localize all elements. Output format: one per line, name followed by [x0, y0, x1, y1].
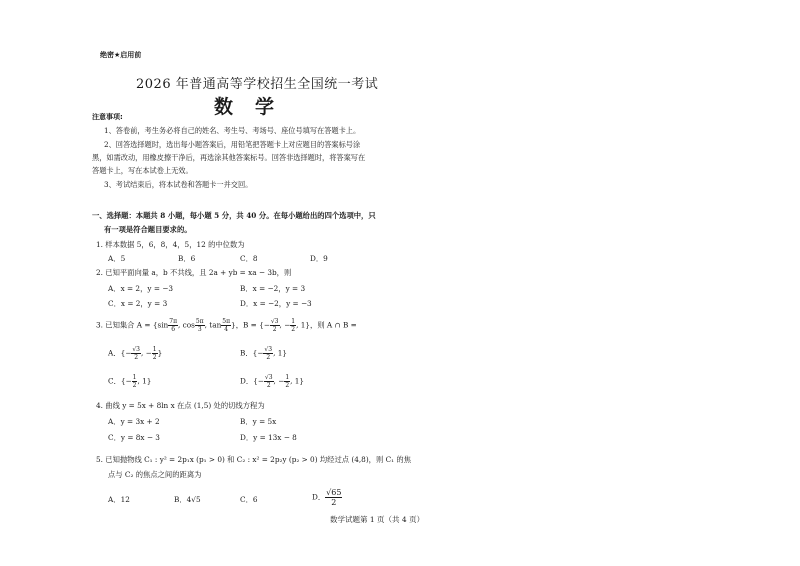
subject-title: 数学: [214, 96, 297, 118]
question-2-option-b: B．x = −2，y = 3: [240, 284, 306, 293]
exam-title: 2026 年普通高等学校招生全国统一考试: [136, 77, 379, 92]
page-footer: 数学试题第 1 页（共 4 页）: [330, 515, 425, 524]
question-4-stem: 4. 曲线 y = 5x + 8ln x 在点 (1,5) 处的切线方程为: [96, 401, 265, 410]
question-5-stem-cont: 点与 C₂ 的焦点之间的距离为: [108, 470, 202, 479]
note-item: 答题卡上，写在本试卷上无效。: [92, 166, 193, 175]
question-2-stem: 2. 已知平面向量 a，b 不共线，且 2a + yb = xa − 3b，则: [96, 268, 292, 277]
question-2-option-a: A．x = 2，y = −3: [108, 284, 174, 293]
question-4-option-a: A．y = 3x + 2: [108, 417, 160, 426]
note-item: 1、答卷前，考生务必将自己的姓名、考生号、考场号、座位号填写在答题卡上。: [104, 126, 361, 135]
question-1-option-c: C．8: [240, 254, 258, 263]
question-1-stem: 1. 样本数据 5，6，8，4，5，12 的中位数为: [96, 240, 245, 249]
question-3-option-d: D．{− $\frac{√3}{2}$ , − $\frac{1}{2}$ , 1}: [240, 374, 305, 389]
question-4-option-b: B．y = 5x: [240, 417, 277, 426]
section-title-cont: 有一项是符合题目要求的。: [104, 225, 192, 234]
question-3-option-a: A．{− $\frac{√3}{2}$ , − $\frac{1}{2}$ }: [108, 346, 163, 361]
question-4-option-d: D．y = 13x − 8: [240, 433, 297, 442]
question-2-option-d: D．x = −2，y = −3: [240, 299, 312, 308]
note-item: 黑，如需改动，用橡皮擦干净后，再选涂其他答案标号。回答非选择题时，将答案写在: [92, 153, 366, 162]
question-1-option-a: A．5: [108, 254, 126, 263]
note-item: 3、考试结束后，将本试卷和答题卡一并交回。: [104, 180, 253, 189]
note-item: 2、回答选择题时，选出每小题答案后，用铅笔把答题卡上对应题目的答案标号涂: [104, 140, 361, 149]
question-1-option-b: B．6: [178, 254, 196, 263]
secret-mark: 绝密★启用前: [100, 51, 142, 59]
question-5-option-a: A．12: [108, 495, 130, 504]
question-2-option-c: C．x = 2，y = 3: [108, 299, 168, 308]
question-3-option-b: B．{− $\frac{√3}{2}$ , 1}: [240, 346, 287, 361]
question-5-option-b: B．4√5: [174, 495, 201, 504]
question-3-stem: 3. 已知集合 A = {sin $\frac{7\pi}{6}$ , cos $\frac{5\pi}{3}$ , tan $\frac{5\pi}{4}$ }，B = {− $\frac{√3}{2}$ , − $\frac{1}{2}$ , 1}，则 A ∩ B =: [96, 318, 357, 333]
question-5-option-c: C．6: [240, 495, 258, 504]
question-4-option-c: C．y = 8x − 3: [108, 433, 160, 442]
section-title: 一、选择题：本题共 8 小题，每小题 5 分，共 40 分。在每小题给出的四个选项中，只: [92, 211, 376, 220]
notes-heading: 注意事项:: [92, 113, 123, 121]
question-5-stem: 5. 已知抛物线 C₁ : y² = 2p₁x (p₁ > 0) 和 C₂ : x² = 2p₂y (p₂ > 0) 均经过点 (4,8)，则 C₁ 的焦: [96, 455, 412, 464]
question-5-option-d: D． $\frac{√65}{2}$: [312, 488, 342, 507]
question-3-option-c: C．{− $\frac{1}{2}$ , 1}: [108, 374, 152, 389]
question-1-option-d: D．9: [310, 254, 328, 263]
